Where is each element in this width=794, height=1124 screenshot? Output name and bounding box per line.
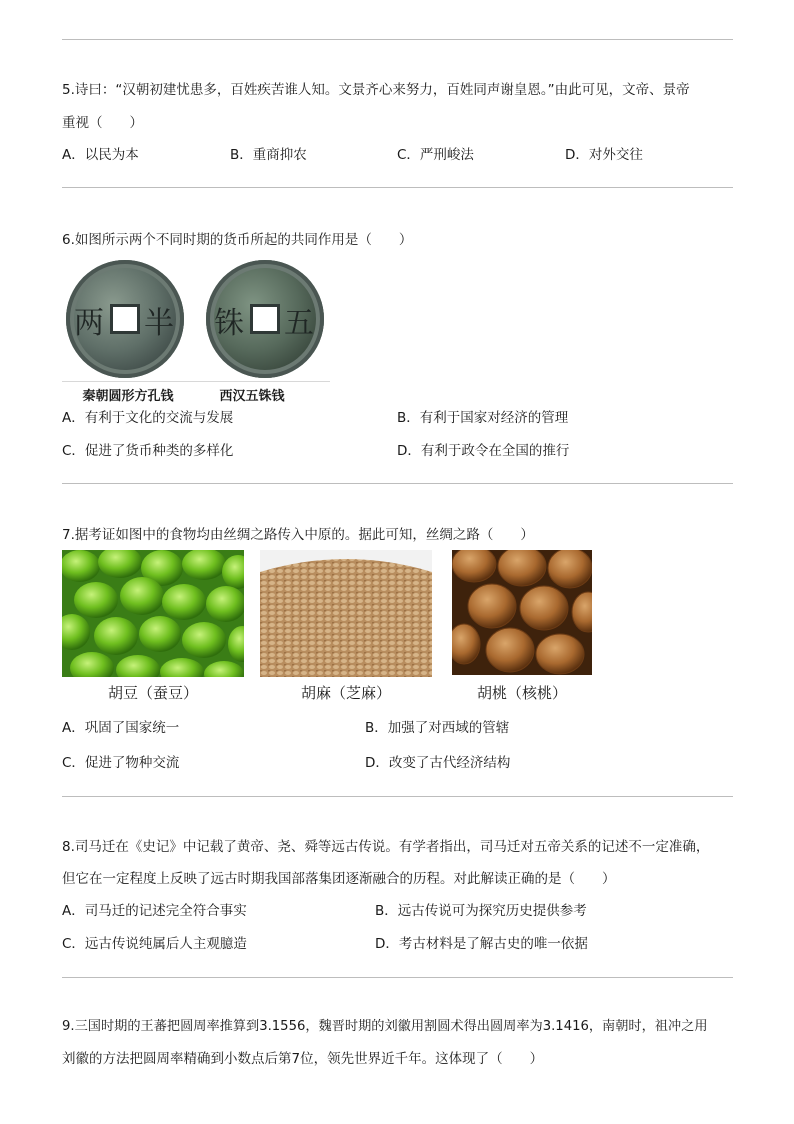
question-5-option-d[interactable]: D．对外交往 [565,147,643,163]
question-5-stem-line-1: 5.诗曰：“汉朝初建忧患多，百姓疾苦谁人知。文景齐心来努力，百姓同声谢皇恩。”由此可见，文帝、景帝 [62,82,690,98]
question-7-option-a[interactable]: A．巩固了国家统一 [62,720,180,736]
coin-glyph: 两 [74,306,104,341]
qin-coin-caption: 秦朝圆形方孔钱 [82,389,174,404]
coin-glyph: 五 [284,306,314,341]
sesame-caption: 胡麻（芝麻） [300,684,391,702]
divider [62,187,733,188]
question-7-option-d[interactable]: D．改变了古代经济结构 [365,755,511,771]
question-5-option-c[interactable]: C．严刑峻法 [397,147,474,163]
coin-square-hole [110,304,140,334]
question-8-stem-line-1: 8.司马迁在《史记》中记载了黄帝、尧、舜等远古传说。有学者指出，司马迁对五帝关系的记述不一定准确， [62,839,710,855]
question-6-option-a[interactable]: A．有利于文化的交流与发展 [62,410,234,426]
coin-glyph: 半 [144,306,174,341]
figure-baseline [62,381,330,382]
walnut-image [452,550,592,675]
question-7-stem: 7.据考证如图中的食物均由丝绸之路传入中原的。据此可知，丝绸之路（ ） [62,527,534,543]
question-8-option-d[interactable]: D．考古材料是了解古史的唯一依据 [375,936,588,952]
qin-coin-image [66,260,184,378]
question-8-option-b[interactable]: B．远古传说可为探究历史提供参考 [375,903,587,919]
divider [62,977,733,978]
question-5-stem-line-2: 重视（ ） [62,115,143,131]
han-coin-image [206,260,324,378]
question-6-option-d[interactable]: D．有利于政令在全国的推行 [397,443,570,459]
question-9-stem-line-2: 刘徽的方法把圆周率精确到小数点后第7位，领先世界近千年。这体现了（ ） [62,1051,544,1067]
coin-square-hole [250,304,280,334]
question-6-stem: 6.如图所示两个不同时期的货币所起的共同作用是（ ） [62,232,413,248]
question-5-option-a[interactable]: A．以民为本 [62,147,139,163]
divider [62,796,733,797]
question-5-option-b[interactable]: B．重商抑农 [230,147,307,163]
question-9-stem-line-1: 9.三国时期的王蕃把圆周率推算到3.1556，魏晋时期的刘徽用割圆术得出圆周率为3.1416，南朝时，祖冲之用 [62,1019,708,1034]
question-7-option-b[interactable]: B．加强了对西域的管辖 [365,720,510,736]
coin-glyph: 铢 [214,306,244,341]
question-8-option-a[interactable]: A．司马迁的记述完全符合事实 [62,903,247,919]
walnut-caption: 胡桃（核桃） [476,684,567,702]
divider [62,39,733,40]
question-7-option-c[interactable]: C．促进了物种交流 [62,755,180,771]
question-6-option-c[interactable]: C．促进了货币种类的多样化 [62,443,234,459]
question-6-option-b[interactable]: B．有利于国家对经济的管理 [397,410,569,426]
question-8-stem-line-2: 但它在一定程度上反映了远古时期我国部落集团逐渐融合的历程。对此解读正确的是（ ） [62,871,616,887]
question-8-option-c[interactable]: C．远古传说纯属后人主观臆造 [62,936,247,952]
sesame-image [260,550,432,677]
broad-bean-image [62,550,244,677]
han-coin-caption: 西汉五铢钱 [219,389,285,404]
divider [62,483,733,484]
broad-bean-caption: 胡豆（蚕豆） [107,684,198,702]
